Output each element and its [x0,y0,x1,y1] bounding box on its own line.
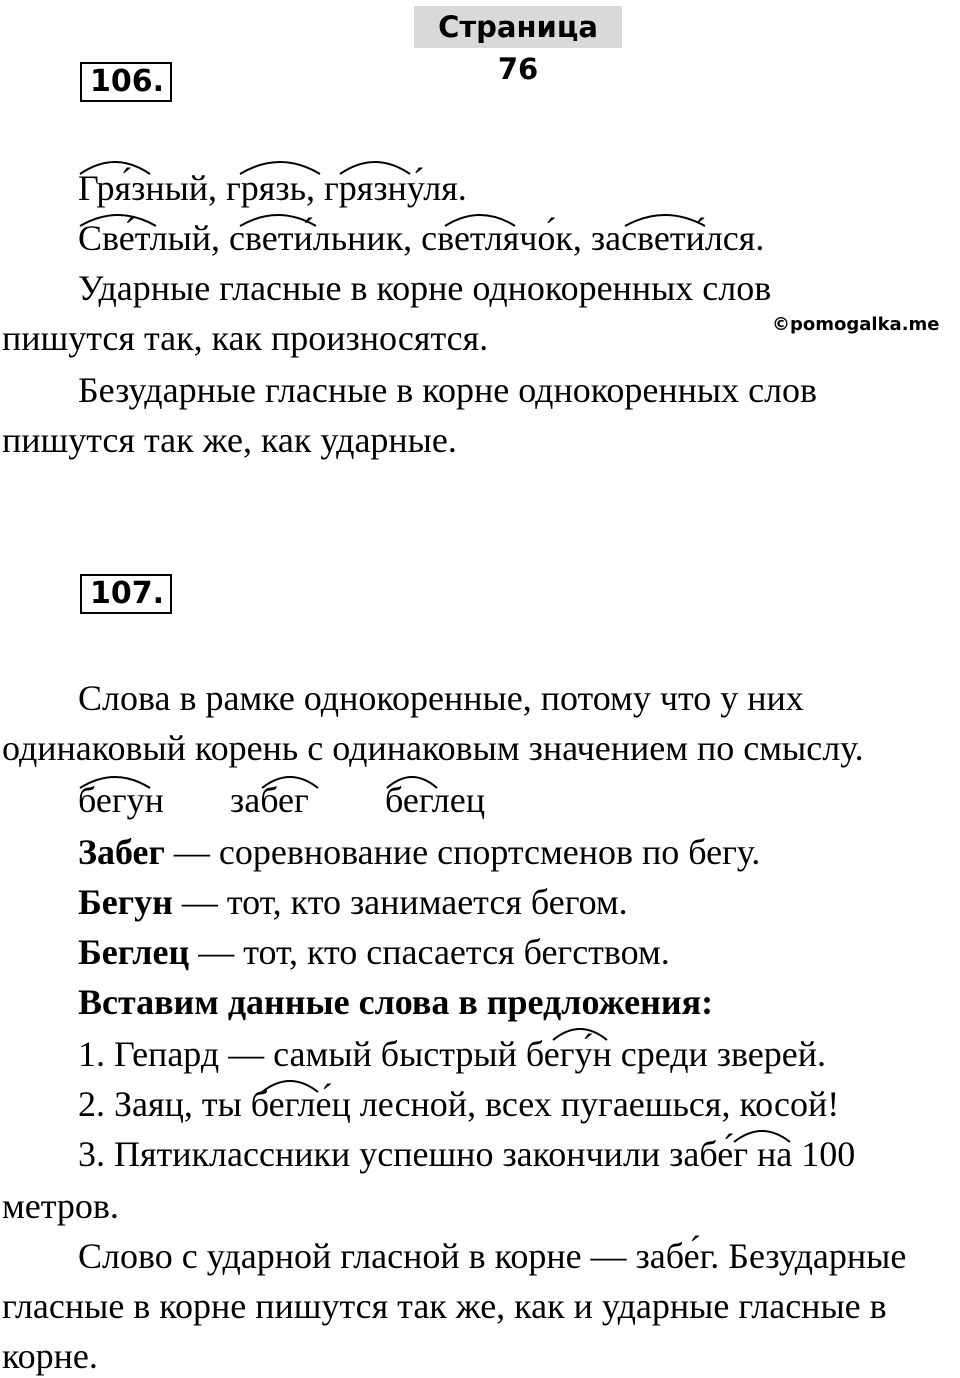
insert-heading [78,982,713,1022]
insert-heading-text: Вставим данные слова в предложения: [78,982,714,1022]
sentence-1: 1. Гепард — самый быстрый бегу́н среди зверей. [78,1034,827,1074]
conclusion-line-2: гласные в корне пишутся так же, как и ударные гласные в [2,1286,887,1326]
ex106-line-5: Безударные гласные в корне однокоренных слов [78,370,818,410]
ex106-line-1: Гря́зный, грязь, грязну́ля. [78,168,467,208]
ex107-line-1: Слова в рамке однокоренные, потому что у них [78,678,804,718]
term: Забег [78,832,165,872]
definition-zabeg [78,832,760,872]
term: Бегун [78,882,173,922]
page-title: Страница 76 [414,6,622,48]
definition-text: — тот, кто занимается бегом. [172,882,628,922]
exercise-107-number: 107. [80,574,172,614]
ex106-line-6: пишутся так же, как ударные. [2,420,457,460]
term: Беглец [78,932,190,972]
ex106-line-4: пишутся так, как произносятся. [2,318,489,358]
definition-beglets [78,932,670,972]
ex106-line-2: Све́тлый, свети́льник, светлячо́к, засвети́лся. [78,218,765,258]
conclusion-line-1: Слово с ударной гласной в корне — забе́г. Безударные [78,1236,907,1276]
word-beglets: беглец [385,780,485,820]
definition-text: — соревнование спортсменов по бегу. [164,832,761,872]
ex107-line-2: одинаковый корень с одинаковым значением по смыслу. [2,728,864,768]
sentence-2: 2. Заяц, ты бегле́ц лесной, всех пугаешься, косой! [78,1084,840,1124]
definition-text: — тот, кто спасается бегством. [189,932,670,972]
sentence-3: 3. Пятиклассники успешно закончили забе́г на 100 [78,1134,856,1174]
word-zabeg: забег [230,780,309,820]
definition-begun [78,882,628,922]
ex106-line-3: Ударные гласные в корне однокоренных слов [78,268,772,308]
sentence-3-cont: метров. [2,1186,119,1226]
exercise-106-number: 106. [80,62,172,102]
word-begun: бегун [78,780,164,820]
watermark: ©pomogalka.me [772,314,940,335]
conclusion-line-3: корне. [2,1336,98,1376]
